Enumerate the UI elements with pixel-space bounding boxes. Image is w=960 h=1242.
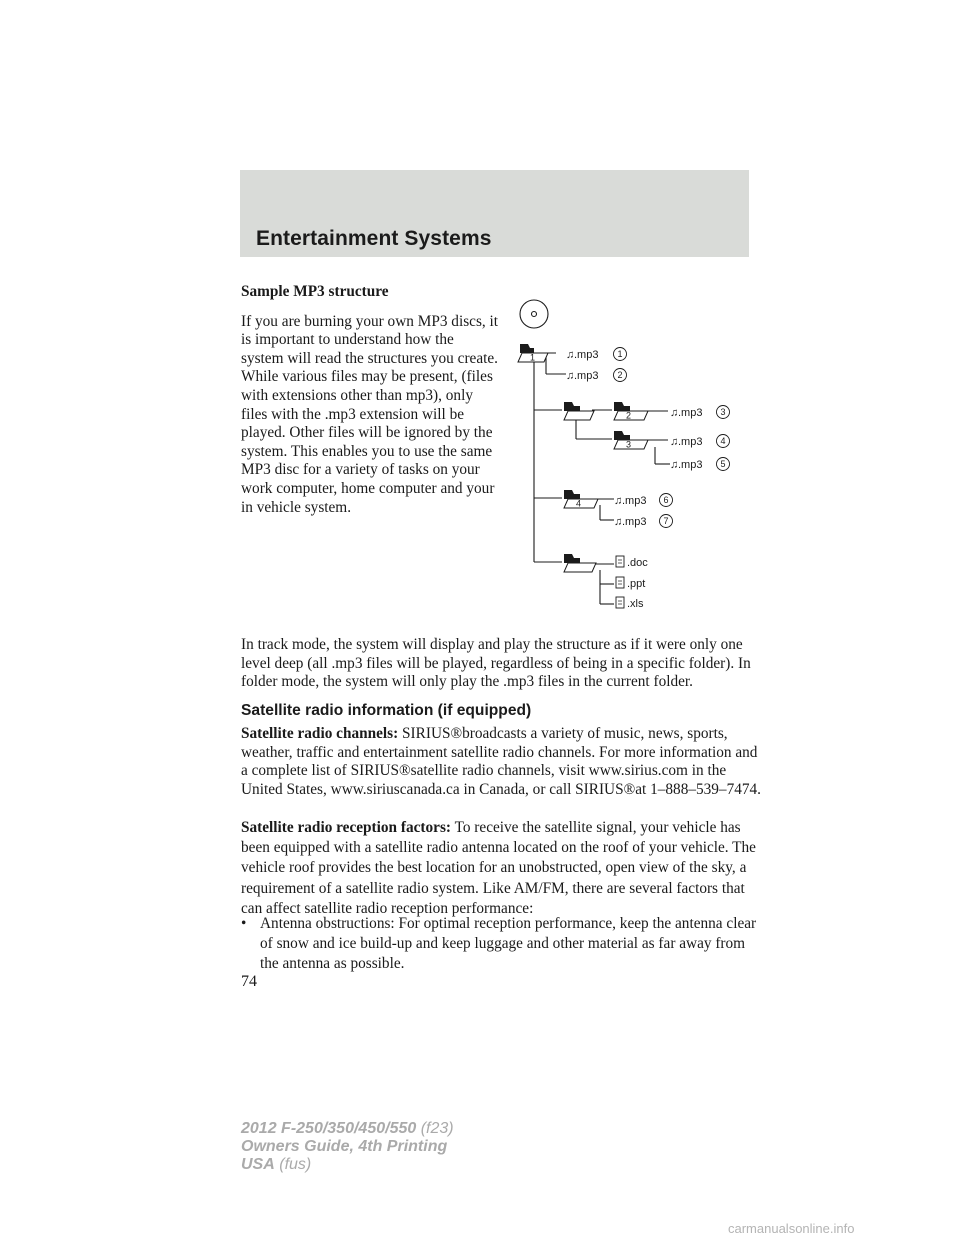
footer-market-code: (fus): [279, 1156, 312, 1173]
channels-text: SIRIUS®broadcasts a variety of music, news, sports, weather, traffic and entertainment satellite radio channels. For more information and a complete list of SIRIUS®satellite radio channels, visit www.sirius.com in the United States, www.siriuscanada.ca in Canada, or call SIRIUS®at 1–888–539–7474.: [241, 725, 761, 798]
footer-model: 2012 F-250/350/450/550: [241, 1120, 417, 1137]
folder-label-4: 4: [576, 498, 582, 509]
bullet-item: [241, 914, 761, 975]
mp3-structure-diagram: [510, 296, 750, 616]
document-icon: [616, 597, 624, 608]
folder-label-1: 1: [530, 352, 536, 363]
mp3-ext-label: .mp3: [622, 495, 647, 507]
satellite-heading: Satellite radio information (if equipped): [241, 702, 532, 719]
intro-text: If you are burning your own MP3 discs, it is important to understand how the system will read the structures you create. While various files may be present, (files with extensions other than mp3), only files with the .mp3 extension will be played. Other files will be ignored by the system. This enables you to use the same MP3 disc for a variety of tasks on your work computer, home computer and your in vehicle system.: [241, 312, 499, 516]
mp3-entry-1: [566, 348, 627, 362]
sample-heading: Sample MP3 structure: [241, 283, 389, 300]
mp3-entry-7: [614, 515, 673, 529]
music-note-icon: ♫: [614, 516, 623, 528]
folder-label-3: 3: [626, 439, 632, 450]
footer-market: USA: [241, 1156, 275, 1173]
channels-paragraph: [241, 725, 761, 799]
ppt-file-entry: [616, 577, 645, 590]
music-note-icon: ♫: [614, 495, 623, 507]
folder-icon-b: [564, 554, 596, 572]
bullet-marker: •: [241, 915, 247, 932]
track-mode-paragraph: In track mode, the system will display and play the structure as if it were only one level deep (all .mp3 files will be played, regardless of being in a specific folder). In folder mode, the system will only play the .mp3 files in the current folder.: [241, 636, 751, 691]
doc-file-entry: [616, 556, 648, 569]
track-number: 4: [720, 436, 726, 446]
factors-text: To receive the satellite signal, your vehicle has been equipped with a satellite radio antenna located on the roof of your vehicle. The vehicle roof provides the best location for an unobstructed, open view of the sky, a requirement of a satellite radio system. Like AM/FM, there are several factors that can affect satellite radio reception performance:: [241, 819, 756, 917]
track-number: 6: [663, 495, 669, 505]
track-number: 3: [720, 407, 726, 417]
mp3-entry-3: [670, 406, 730, 420]
music-note-icon: ♫: [670, 436, 679, 448]
track-number: 1: [617, 349, 623, 359]
document-icon: [616, 556, 624, 567]
music-note-icon: ♫: [670, 459, 679, 471]
track-number: 5: [720, 459, 726, 469]
mp3-ext-label: .mp3: [574, 370, 599, 382]
file-ext-label: .ppt: [627, 578, 646, 590]
factors-paragraph: [241, 818, 761, 919]
section-title: Entertainment Systems: [256, 227, 492, 250]
watermark: carmanualsonline.info: [728, 1221, 855, 1236]
mp3-ext-label: .mp3: [678, 407, 703, 419]
disc-icon: [520, 300, 548, 328]
mp3-entry-5: [670, 458, 730, 472]
intro-paragraph: [241, 283, 499, 517]
file-ext-label: .doc: [627, 557, 648, 569]
music-note-icon: ♫: [670, 407, 679, 419]
mp3-ext-label: .mp3: [574, 349, 599, 361]
folder-icon-3: [614, 431, 648, 450]
track-number: 2: [617, 370, 623, 380]
footer-info: [241, 1120, 454, 1174]
xls-file-entry: [616, 597, 644, 610]
folder-icon-2: [614, 402, 648, 421]
music-note-icon: ♫: [566, 370, 575, 382]
bullet-text: Antenna obstructions: For optimal reception performance, keep the antenna clear of snow and ice build-up and keep luggage and other material as far away from the antenna as possible.: [260, 915, 757, 973]
mp3-ext-label: .mp3: [678, 436, 703, 448]
track-number: 7: [663, 516, 669, 526]
folder-icon-1: [518, 344, 548, 363]
folder-icon-4: [564, 490, 598, 509]
mp3-ext-label: .mp3: [622, 516, 647, 528]
footer-model-code: (f23): [420, 1120, 454, 1137]
folder-icon-a: [564, 402, 594, 420]
footer-printing: Owners Guide, 4th Printing: [241, 1138, 448, 1155]
mp3-ext-label: .mp3: [678, 459, 703, 471]
section-header: [240, 170, 749, 257]
channels-label: Satellite radio channels:: [241, 725, 399, 742]
folder-label-2: 2: [626, 410, 632, 421]
page-number: 74: [241, 973, 257, 990]
mp3-entry-6: [614, 494, 673, 508]
music-note-icon: ♫: [566, 349, 575, 361]
mp3-entry-2: [566, 369, 627, 383]
factors-label: Satellite radio reception factors:: [241, 819, 451, 836]
mp3-entry-4: [670, 435, 730, 449]
document-icon: [616, 577, 624, 588]
file-ext-label: .xls: [627, 598, 644, 610]
